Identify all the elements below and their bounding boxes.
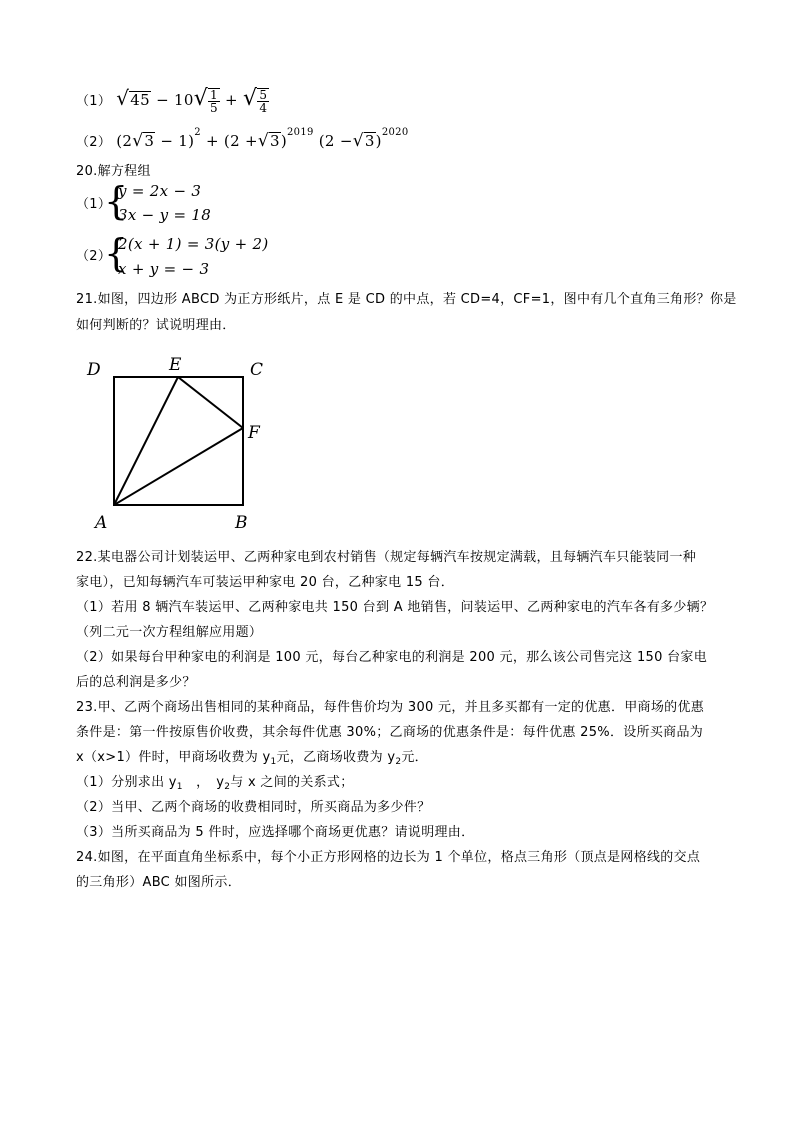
q19-part2-label: （2） — [76, 135, 112, 150]
q19-sqrt-45: 45 — [130, 91, 150, 109]
q19-exponent-2: 2 — [194, 127, 201, 138]
q19-term2-sqrt: 3 — [270, 132, 280, 150]
q19-term3-sqrt: 3 — [364, 132, 375, 150]
q20-system1-label: （1） — [76, 197, 112, 212]
q23-line-4: （1）分别求出 $y_1$ ， $y_2$与 x 之间的关系式； — [76, 775, 354, 792]
label-c: C — [250, 360, 264, 380]
q22-line-2: 家电），已知每辆汽车可装运甲种家电 20 台，乙种家电 15 台． — [76, 575, 455, 590]
q19-expression-2: （2） $(2√3 - 1)^2 + (2 +√3)^{2019}$ $(2 -√3)^{2020}$ — [76, 127, 409, 151]
q23-line-6: （3）当所买商品为 5 件时，应选择哪个商场更优惠？请说明理由． — [76, 825, 475, 840]
q19-part1-label: （1） — [76, 94, 112, 109]
q21-square-figure — [80, 350, 280, 535]
segment-ef — [178, 377, 243, 428]
q20-system2-label: （2） — [76, 249, 112, 264]
q24-line-1: 24.如图，在平面直角坐标系中，每个小正方形网格的边长为 1 个单位，格点三角形（顶点是网格线的交点 — [76, 850, 701, 865]
q19-term1-close: − 1) — [160, 132, 195, 150]
q23-line-3: x（x>1）件时，甲商场收费为 $y_1$元，乙商场收费为 $y_2$元． — [76, 750, 428, 767]
label-d: D — [87, 360, 101, 380]
q21-line-2: 如何判断的？试说明理由． — [76, 318, 236, 333]
q19-expression-1: （1） √45 − 10√ $\frac{1}{5}$ + √ $\frac{5}{4}$ — [76, 86, 268, 115]
q20-system2-eq2: x + y = − 3 — [118, 260, 210, 278]
q19-exponent-2020: 2020 — [381, 127, 409, 138]
label-e: E — [169, 355, 182, 375]
q22-line-4: （列二元一次方程组解应用题） — [76, 625, 263, 640]
q19-term3-close: ) — [375, 132, 382, 150]
q21-line-1: 21.如图，四边形 ABCD 为正方形纸片，点 E 是 CD 的中点，若 CD=4，CF=1，图中有几个直角三角形？你是 — [76, 292, 737, 307]
q20-system1-eq1: y = 2x − 3 — [118, 182, 202, 200]
q19-term1-sqrt: 3 — [144, 132, 155, 150]
q19-term2-close: ) — [280, 132, 288, 150]
q19-term3-open: (2 − — [318, 132, 353, 150]
q23-line-1: 23.甲、乙两个商场出售相同的某种商品，每件售价均为 300 元，并且多买都有一定的优惠．甲商场的优惠 — [76, 700, 705, 715]
q19-fraction-5-4: $\frac{5}{4}$ — [259, 88, 268, 115]
q22-line-1: 22.某电器公司计划装运甲、乙两种家电到农村销售（规定每辆汽车按规定满载，且每辆汽车只能装同一种 — [76, 550, 697, 565]
q19-term2-open: + (2 + — [206, 132, 258, 150]
q19-fraction-1-5: $\frac{1}{5}$ — [210, 88, 218, 115]
q23-line-2: 条件是：第一件按原售价收费，其余每件优惠 30%；乙商场的优惠条件是：每件优惠 25%．设所买商品为 — [76, 725, 704, 740]
q20-system2-brace: { — [104, 231, 129, 275]
q22-line-5: （2）如果每台甲种家电的利润是 100 元，每台乙种家电的利润是 200 元，那么该公司售完这 150 台家电 — [76, 650, 708, 665]
label-f: F — [248, 423, 260, 443]
q20-title: 20.解方程组 — [76, 164, 151, 179]
q20-system1-brace: { — [104, 179, 129, 223]
q22-line-3: （1）若用 8 辆汽车装运甲、乙两种家电共 150 台到 A 地销售，问装运甲、乙两种家电的汽车各有多少辆？ — [76, 600, 714, 615]
q20-system2-eq1: 2(x + 1) = 3(y + 2) — [118, 235, 269, 253]
q19-term1-open: (2 — [116, 132, 133, 150]
label-b: B — [235, 513, 248, 533]
q24-line-2: 的三角形）ABC 如图所示． — [76, 875, 241, 890]
q20-system1-eq2: 3x − y = 18 — [118, 206, 212, 224]
label-a: A — [95, 513, 108, 533]
q22-line-6: 后的总利润是多少？ — [76, 675, 196, 690]
q19-plus: + — [225, 91, 238, 109]
q23-line-5: （2）当甲、乙两个商场的收费相同时，所买商品为多少件？ — [76, 800, 431, 815]
square-abcd — [114, 377, 243, 505]
q19-minus-10: − 10 — [156, 91, 194, 109]
q19-exponent-2019: 2019 — [287, 127, 314, 138]
